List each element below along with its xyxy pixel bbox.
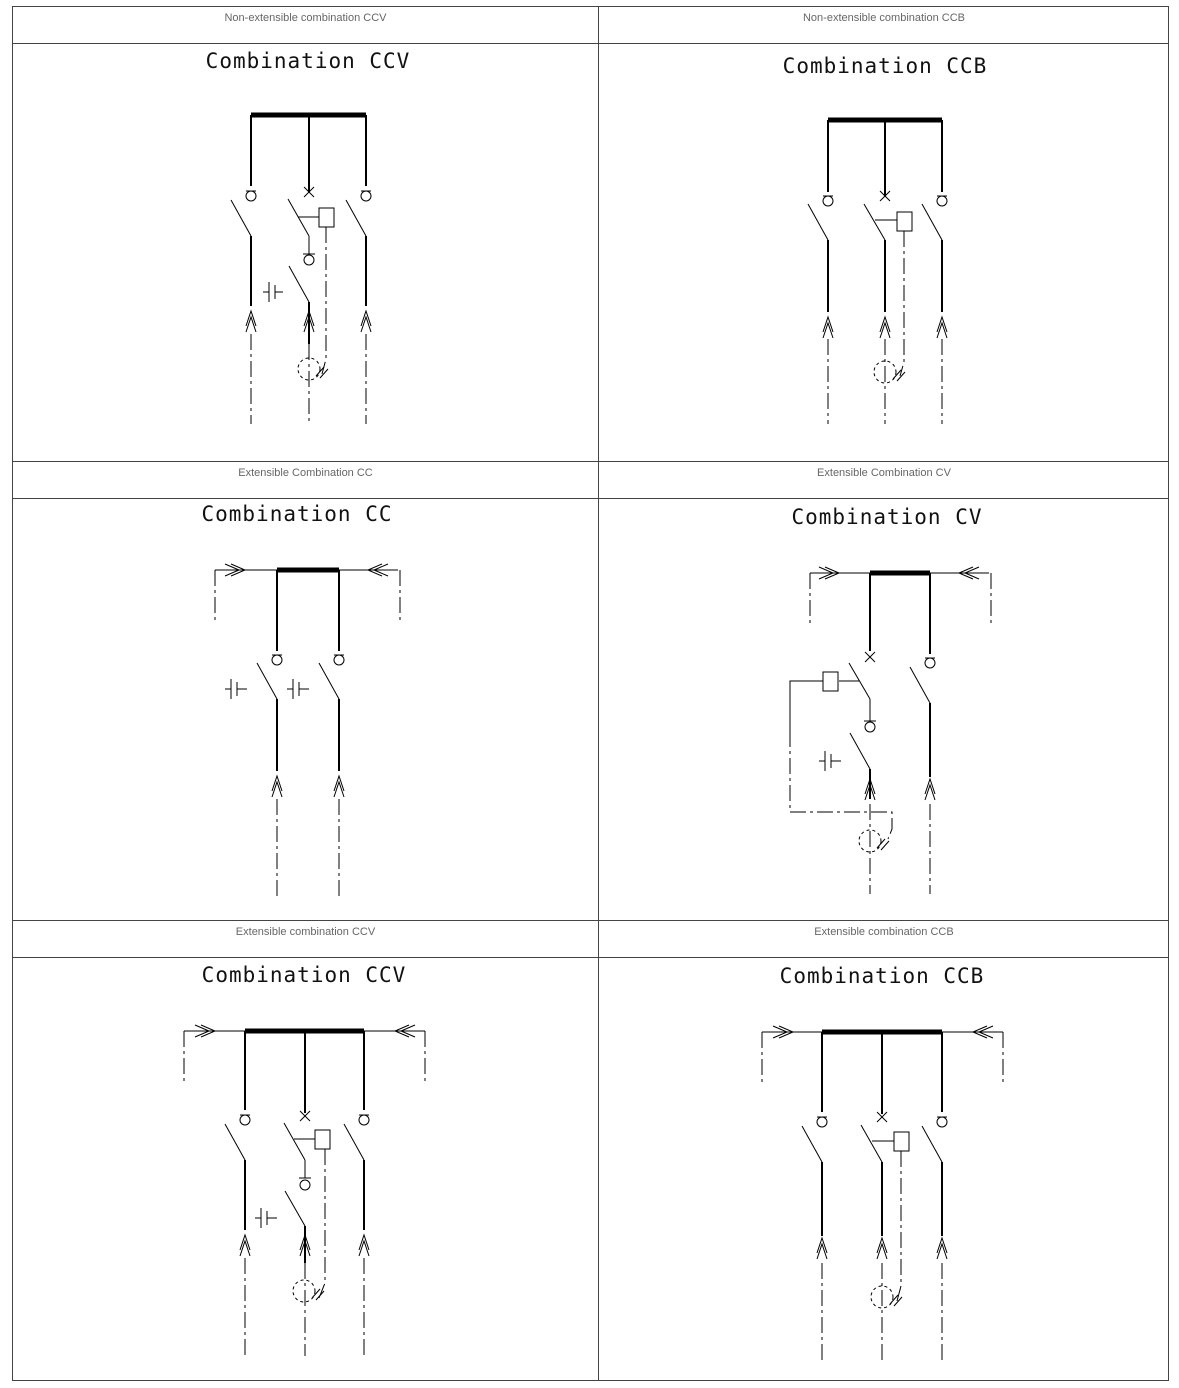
earthing-symbol — [263, 282, 283, 302]
current-transformer-icon — [874, 361, 905, 383]
caption-extensible-cc: Extensible Combination CC — [238, 467, 373, 479]
panel-extensible-ccv — [12, 957, 598, 1381]
relay-coil-icon — [823, 672, 838, 691]
panel-extensible-cc — [12, 498, 598, 920]
caption-cell — [598, 461, 1169, 498]
diagram-extensible-cc — [13, 499, 598, 920]
diagram-extensible-ccb — [599, 958, 1169, 1381]
circuit-breaker-icon — [288, 187, 319, 236]
relay-coil-icon — [897, 212, 912, 231]
switch-disconnector-icon — [225, 1115, 250, 1230]
panel-extensible-cv — [598, 498, 1169, 920]
switch-disconnector-icon — [922, 1117, 947, 1236]
cable-end-icon — [865, 779, 935, 800]
earthing-switch-icon — [850, 721, 876, 769]
panel-title: Combination CV — [791, 505, 983, 529]
relay-coil-icon — [315, 1130, 330, 1149]
panel-non-extensible-ccv — [12, 43, 598, 461]
relay-coil-icon — [894, 1132, 909, 1151]
caption-extensible-cv: Extensible Combination CV — [817, 467, 951, 479]
caption-extensible-ccb: Extensible combination CCB — [814, 926, 954, 938]
earthing-symbol — [819, 751, 841, 771]
caption-cell — [598, 920, 1169, 957]
diagram-extensible-cv — [599, 499, 1169, 920]
circuit-breaker-icon — [861, 1112, 894, 1236]
earthing-switch-icon — [289, 254, 315, 302]
switch-disconnector-icon — [231, 191, 256, 306]
panel-title: Combination CC — [201, 502, 393, 526]
cable-end-icon — [823, 317, 947, 338]
current-transformer-icon — [293, 1280, 324, 1302]
caption-cell — [12, 6, 598, 43]
relay-coil-icon — [319, 208, 334, 227]
diagram-extensible-ccv — [13, 958, 598, 1381]
panel-title: Combination CCV — [201, 963, 407, 987]
switch-disconnector-icon — [319, 655, 344, 771]
diagram-non-extensible-ccb — [599, 44, 1169, 461]
current-transformer-icon — [871, 1286, 902, 1308]
caption-extensible-ccv: Extensible combination CCV — [235, 926, 376, 938]
switch-disconnector-icon — [257, 655, 282, 771]
switch-disconnector-icon — [802, 1117, 827, 1236]
earthing-switch-icon — [285, 1178, 311, 1226]
current-transformer-icon — [859, 830, 889, 852]
caption-non-extensible-ccv: Non-extensible combination CCV — [224, 12, 387, 24]
switch-disconnector-icon — [910, 658, 935, 777]
panel-title: Combination CCB — [779, 964, 985, 988]
diagram-table — [12, 6, 1169, 1381]
switch-disconnector-icon — [346, 191, 371, 306]
panel-extensible-ccb — [598, 957, 1169, 1381]
earthing-symbol — [255, 1208, 277, 1228]
diagram-non-extensible-ccv — [13, 44, 598, 461]
panel-title: Combination CCB — [782, 54, 988, 78]
caption-cell — [12, 920, 598, 957]
switch-disconnector-icon — [922, 196, 947, 312]
cable-end-icon — [272, 776, 344, 797]
circuit-breaker-icon — [839, 652, 875, 699]
caption-cell — [598, 6, 1169, 43]
switch-disconnector-icon — [808, 196, 833, 312]
circuit-breaker-icon — [864, 191, 897, 312]
panel-non-extensible-ccb — [598, 43, 1169, 461]
cable-end-icon — [817, 1238, 947, 1259]
caption-non-extensible-ccb: Non-extensible combination CCB — [802, 12, 966, 24]
circuit-breaker-icon — [284, 1111, 315, 1160]
panel-title: Combination CCV — [205, 49, 411, 73]
switch-disconnector-icon — [344, 1115, 369, 1230]
caption-cell — [12, 461, 598, 498]
